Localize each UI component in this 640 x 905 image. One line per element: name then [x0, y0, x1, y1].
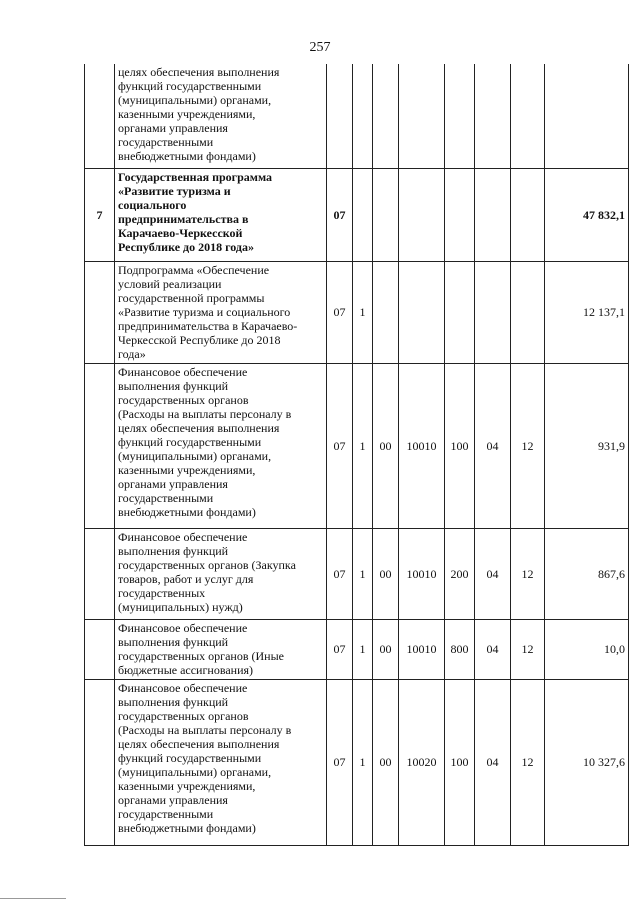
code-cell-c7	[511, 64, 545, 168]
description-line: Финансовое обеспечение	[118, 364, 248, 379]
description-line: «Развитие туризма и	[118, 183, 231, 198]
table-body	[85, 64, 629, 845]
table-row	[85, 619, 629, 679]
description-line: казенными учреждениями,	[118, 462, 256, 477]
description-line: Государственная программа	[118, 169, 273, 184]
code-cell-c5: 100	[445, 363, 475, 528]
description-line: государственных органов	[118, 392, 249, 407]
code-cell-c1: 07	[327, 619, 353, 679]
code-cell-c7: 12	[511, 528, 545, 619]
code-cell-c4	[399, 64, 445, 168]
code-cell-c5	[445, 64, 475, 168]
description-line: (муниципальных) нужд)	[118, 599, 243, 614]
description-cell	[115, 168, 327, 261]
description-line: выполнения функций	[118, 378, 229, 393]
code-cell-c4: 10020	[399, 679, 445, 845]
table-row	[85, 261, 629, 363]
code-cell-c3	[373, 261, 399, 363]
description-line: предпринимательства в Карачаево-	[118, 318, 298, 333]
code-cell-c3: 00	[373, 363, 399, 528]
code-cell-c6	[475, 64, 511, 168]
amount-cell	[545, 64, 629, 168]
code-cell-c6	[475, 168, 511, 261]
table-row	[85, 64, 629, 168]
code-cell-c5: 100	[445, 679, 475, 845]
code-cell-c2: 1	[353, 261, 373, 363]
row-number-cell: 7	[85, 168, 115, 261]
code-cell-c4: 10010	[399, 363, 445, 528]
code-cell-c2: 1	[353, 528, 373, 619]
description-line: казенными учреждениями,	[118, 107, 256, 121]
code-cell-c7	[511, 261, 545, 363]
description-line: государственных	[118, 585, 206, 600]
code-cell-c2	[353, 168, 373, 261]
description-line: товаров, работ и услуг для	[118, 571, 254, 586]
code-cell-c5	[445, 168, 475, 261]
description-line: Финансовое обеспечение	[118, 680, 248, 695]
code-cell-c3: 00	[373, 679, 399, 845]
description-line: целях обеспечения выполнения	[118, 65, 280, 79]
code-cell-c6: 04	[475, 363, 511, 528]
description-cell	[115, 363, 327, 528]
description-line: Финансовое обеспечение	[118, 529, 248, 544]
description-line: Республике до 2018 года»	[118, 239, 254, 254]
description-line: функций государственными	[118, 79, 262, 93]
description-line: Финансовое обеспечение	[118, 620, 248, 635]
description-line: внебюджетными фондами)	[118, 504, 256, 519]
description-line: целях обеспечения выполнения	[118, 420, 280, 435]
description-cell	[115, 679, 327, 845]
amount-cell: 47 832,1	[545, 168, 629, 261]
description-line: государственными	[118, 490, 214, 505]
description-line: государственных органов (Иные	[118, 648, 284, 663]
description-line: социального	[118, 197, 187, 212]
code-cell-c1	[327, 64, 353, 168]
description-line: функций государственными	[118, 750, 262, 765]
table-row	[85, 528, 629, 619]
code-cell-c2: 1	[353, 363, 373, 528]
code-cell-c7: 12	[511, 363, 545, 528]
description-line: условий реализации	[118, 276, 222, 291]
code-cell-c3	[373, 168, 399, 261]
page-number: 257	[309, 40, 331, 55]
code-cell-c1: 07	[327, 679, 353, 845]
row-number-cell	[85, 64, 115, 168]
description-line: Черкесской Республике до 2018	[118, 332, 281, 347]
amount-cell: 10,0	[545, 619, 629, 679]
description-cell	[115, 619, 327, 679]
description-line: Карачаево-Черкесской	[118, 225, 243, 240]
description-line: выполнения функций	[118, 543, 229, 558]
description-line: выполнения функций	[118, 694, 229, 709]
description-line: органами управления	[118, 792, 228, 807]
code-cell-c6: 04	[475, 619, 511, 679]
code-cell-c5: 200	[445, 528, 475, 619]
code-cell-c4: 10010	[399, 528, 445, 619]
code-cell-c3	[373, 64, 399, 168]
code-cell-c4: 10010	[399, 619, 445, 679]
description-line: бюджетные ассигнования)	[118, 662, 254, 677]
description-line: предпринимательства в	[118, 211, 249, 226]
code-cell-c6: 04	[475, 679, 511, 845]
description-line: государственными	[118, 135, 214, 149]
description-line: органами управления	[118, 121, 228, 135]
code-cell-c3: 00	[373, 619, 399, 679]
description-line: государственных органов	[118, 708, 249, 723]
code-cell-c2	[353, 64, 373, 168]
description-line: (муниципальными) органами,	[118, 764, 272, 779]
amount-cell: 10 327,6	[545, 679, 629, 845]
amount-cell: 931,9	[545, 363, 629, 528]
amount-cell: 12 137,1	[545, 261, 629, 363]
amount-cell: 867,6	[545, 528, 629, 619]
description-line: внебюджетными фондами)	[118, 149, 256, 163]
table-row	[85, 363, 629, 528]
description-line: (муниципальными) органами,	[118, 448, 272, 463]
code-cell-c1: 07	[327, 261, 353, 363]
row-number-cell	[85, 619, 115, 679]
row-number-cell	[85, 528, 115, 619]
code-cell-c6	[475, 261, 511, 363]
description-line: государственных органов (Закупка	[118, 557, 296, 572]
code-cell-c1: 07	[327, 168, 353, 261]
description-line: (Расходы на выплаты персоналу в	[118, 722, 292, 737]
code-cell-c5	[445, 261, 475, 363]
row-number-cell	[85, 363, 115, 528]
description-cell	[115, 64, 327, 168]
description-cell	[115, 528, 327, 619]
code-cell-c7	[511, 168, 545, 261]
budget-table	[84, 64, 629, 846]
code-cell-c5: 800	[445, 619, 475, 679]
code-cell-c6: 04	[475, 528, 511, 619]
description-line: «Развитие туризма и социального	[118, 304, 291, 319]
table-row	[85, 168, 629, 261]
code-cell-c4	[399, 261, 445, 363]
code-cell-c2: 1	[353, 679, 373, 845]
description-line: Подпрограмма «Обеспечение	[118, 262, 270, 277]
description-line: (муниципальными) органами,	[118, 93, 272, 107]
code-cell-c7: 12	[511, 679, 545, 845]
description-line: казенными учреждениями,	[118, 778, 256, 793]
description-line: органами управления	[118, 476, 228, 491]
description-cell	[115, 261, 327, 363]
code-cell-c2: 1	[353, 619, 373, 679]
code-cell-c1: 07	[327, 528, 353, 619]
description-line: внебюджетными фондами)	[118, 820, 256, 835]
description-line: государственной программы	[118, 290, 265, 305]
description-line: (Расходы на выплаты персоналу в	[118, 406, 292, 421]
description-line: государственными	[118, 806, 214, 821]
code-cell-c3: 00	[373, 528, 399, 619]
description-line: функций государственными	[118, 434, 262, 449]
code-cell-c4	[399, 168, 445, 261]
row-number-cell	[85, 679, 115, 845]
code-cell-c7: 12	[511, 619, 545, 679]
row-number-cell	[85, 261, 115, 363]
code-cell-c1: 07	[327, 363, 353, 528]
page-edge-rule	[0, 898, 66, 899]
description-line: целях обеспечения выполнения	[118, 736, 280, 751]
description-line: года»	[118, 346, 146, 361]
table-row	[85, 679, 629, 845]
description-line: выполнения функций	[118, 634, 229, 649]
